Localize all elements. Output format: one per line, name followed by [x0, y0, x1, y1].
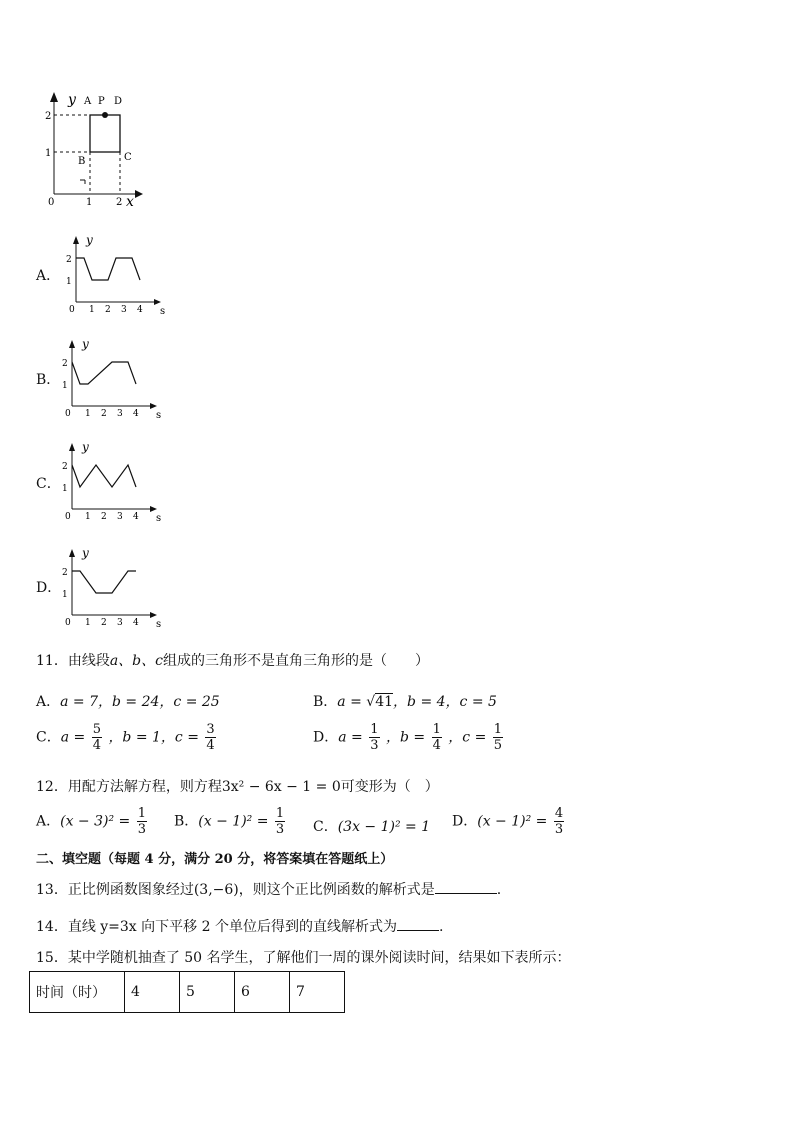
section-2-heading: 二、填空题（每题 4 分，满分 20 分，将答案填在答题纸上）	[36, 852, 394, 867]
q11-option-a: A．a = 7，b = 24，c = 25	[36, 694, 220, 710]
axis-y-label: y	[68, 92, 76, 108]
axis-y-label: y	[82, 440, 89, 454]
tick-y2: 2	[62, 568, 68, 578]
tick-y2: 2	[45, 111, 52, 122]
axis-y-label: y	[86, 233, 93, 247]
tick-x4: 4	[133, 618, 139, 627]
tick-y1: 1	[62, 484, 68, 494]
tick-x4: 4	[137, 305, 143, 314]
tick-x2: 2	[101, 618, 107, 627]
x-axis-arrow	[150, 403, 157, 409]
option-a-letter: A．	[36, 268, 61, 284]
x-axis-arrow	[150, 612, 157, 618]
q15: 15．某中学随机抽查了 50 名学生，了解他们一周的课外阅读时间，结果如下表所示：	[36, 950, 571, 966]
reading-time-table	[29, 971, 345, 1013]
option-b-letter: B．	[36, 372, 61, 388]
axis-x-label: s	[156, 513, 162, 521]
table-cell: 5	[180, 972, 235, 1013]
axis-x-label: s	[156, 619, 162, 627]
table-cell: 7	[290, 972, 345, 1013]
option-c-graph	[58, 439, 168, 521]
origin-label: 0	[48, 197, 55, 208]
tick-y1: 1	[62, 381, 68, 391]
q11-option-c: C．a = $\frac{5}{4}$ ，b = 1，c = $\frac{3}{4}$	[36, 722, 215, 753]
point-p-label: P	[98, 96, 105, 107]
tick-x1: 1	[85, 618, 91, 627]
tick-y1: 1	[66, 277, 72, 287]
option-b-graph	[58, 336, 168, 418]
tick-x4: 4	[133, 409, 139, 418]
graph-series-line	[72, 465, 136, 487]
tick-x1: 1	[85, 409, 91, 418]
graph-series-line	[72, 571, 136, 593]
point-a-label: A	[84, 96, 92, 107]
y-axis-arrow	[69, 549, 75, 557]
q11-option-b: B．a = √41，b = 4，c = 5	[313, 694, 497, 710]
axis-x-label: x	[126, 194, 134, 208]
q14-answer-blank[interactable]	[397, 930, 439, 931]
tick-origin: 0	[69, 305, 75, 314]
tick-y1: 1	[45, 148, 52, 159]
x-axis-arrow	[154, 299, 161, 305]
q13: 13．正比例函数图象经过(3,−6)，则这个正比例函数的解析式是 .	[36, 882, 502, 898]
point-c-label: C	[124, 152, 132, 163]
y-axis-arrow	[69, 340, 75, 348]
main-figure	[40, 88, 150, 208]
tick-x1: 1	[89, 305, 95, 314]
y-axis-arrow	[73, 236, 79, 244]
tick-y1: 1	[62, 590, 68, 600]
tick-x1: 1	[85, 512, 91, 521]
tick-x1: 1	[86, 197, 93, 208]
tick-y2: 2	[62, 359, 68, 369]
x-axis-arrow	[150, 506, 157, 512]
q12-option-b: B．(x − 1)² = $\frac{1}{3}$	[174, 806, 285, 837]
graph-series-line	[72, 362, 136, 384]
axis-y-label: y	[82, 337, 89, 351]
point-d-label: D	[114, 96, 123, 107]
q12-option-a: A．(x − 3)² = $\frac{1}{3}$	[36, 806, 147, 837]
q14: 14．直线 y=3x 向下平移 2 个单位后得到的直线解析式为 .	[36, 919, 444, 935]
tick-x3: 3	[121, 305, 127, 314]
tick-origin: 0	[65, 512, 71, 521]
tick-x2: 2	[116, 197, 123, 208]
tick-x3: 3	[117, 618, 123, 627]
tick-origin: 0	[65, 618, 71, 627]
option-d-letter: D．	[36, 580, 62, 596]
table-cell: 4	[125, 972, 180, 1013]
tick-x3: 3	[117, 409, 123, 418]
tick-y2: 2	[66, 255, 72, 265]
tick-x3: 3	[117, 512, 123, 521]
q12-stem: 12．用配方法解方程，则方程3x² − 6x − 1 = 0可变形为（ ）	[36, 779, 439, 795]
tick-x4: 4	[133, 512, 139, 521]
tick-x2: 2	[101, 409, 107, 418]
axis-x-label: s	[160, 306, 166, 314]
point-b-label: B	[78, 156, 86, 167]
tick-x2: 2	[105, 305, 111, 314]
q13-answer-blank[interactable]	[435, 893, 497, 894]
option-d-graph	[58, 545, 168, 627]
graph-series-line	[76, 258, 140, 280]
option-c-letter: C．	[36, 476, 61, 492]
q12-option-d: D．(x − 1)² = $\frac{4}{3}$	[452, 806, 564, 837]
q11-stem: 11．由线段a、b、c组成的三角形不是直角三角形的是（ ）	[36, 653, 429, 669]
tick-x2: 2	[101, 512, 107, 521]
axis-x-label: s	[156, 410, 162, 418]
y-axis-arrow	[69, 443, 75, 451]
tick-origin: 0	[65, 409, 71, 418]
table-row	[30, 972, 345, 1013]
axis-y-label: y	[82, 546, 89, 560]
tick-y2: 2	[62, 462, 68, 472]
q11-option-d: D．a = $\frac{1}{3}$ ，b = $\frac{1}{4}$ ，c = $\frac{1}{5}$	[313, 722, 503, 753]
table-cell: 6	[235, 972, 290, 1013]
option-a-graph	[62, 232, 172, 314]
q12-option-c: C．(3x − 1)² = 1	[313, 819, 431, 835]
table-header-cell: 时间（时）	[30, 972, 125, 1013]
